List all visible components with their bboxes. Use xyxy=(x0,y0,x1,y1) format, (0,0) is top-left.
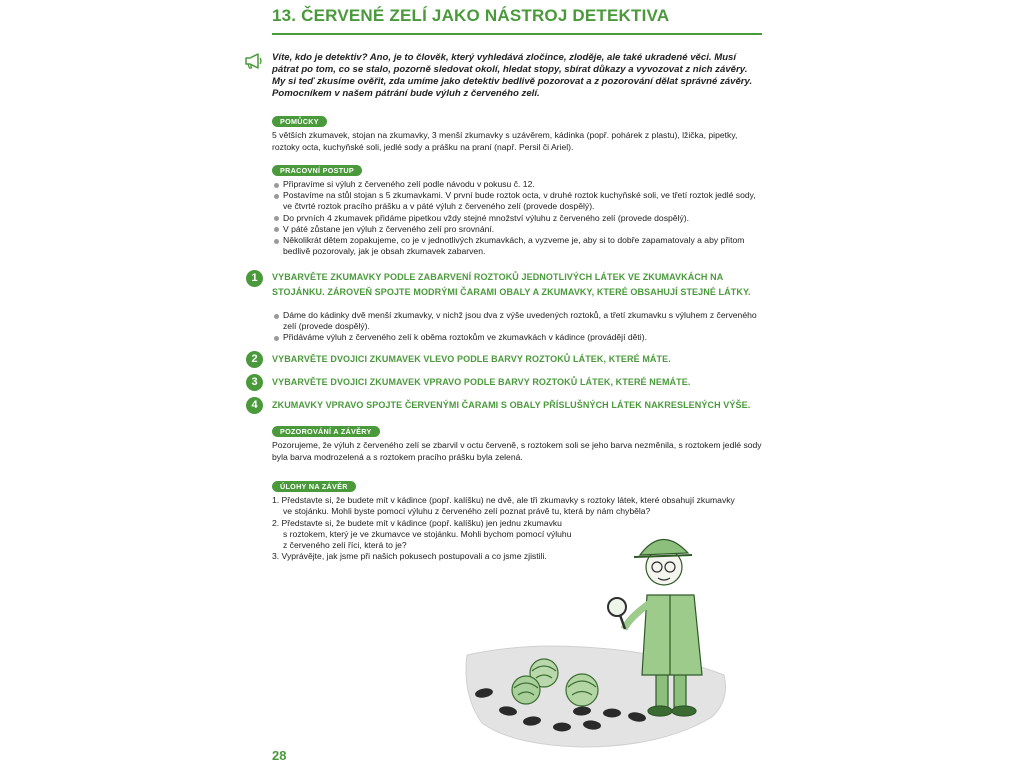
question-2-line-3: z červeného zelí říci, která to je? xyxy=(283,540,407,551)
megaphone-icon xyxy=(243,52,265,70)
pomucky-label: POMŮCKY xyxy=(272,116,327,127)
postup-list xyxy=(272,179,762,257)
question-1-line-2: ve stojánku. Mohli byste pomocí výluhu z červeného zelí poznat právě tu, která by nám chyběla? xyxy=(283,506,651,517)
task-number-3: 3 xyxy=(246,374,263,391)
question-2-line-1: 2. Představte si, že budete mít v kádince (popř. kalíšku) jen jednu zkumavku xyxy=(272,517,562,528)
task-number-4: 4 xyxy=(246,397,263,414)
title-underline xyxy=(272,33,762,35)
question-2-line-2: s roztokem, který je ve zkumavce ve stojánku. Mohli bychom pomocí výluhu xyxy=(283,528,572,539)
page-number: 28 xyxy=(272,748,287,763)
postup-label: PRACOVNÍ POSTUP xyxy=(272,165,362,176)
pozorovani-label: POZOROVÁNÍ A ZÁVĚRY xyxy=(272,426,380,437)
pomucky-text: 5 větších zkumavek, stojan na zkumavky, 3 menší zkumavky s uzávěrem, kádinka (popř. pohárek z plastu), lžička, pipetky, roztoky octa, kuchyňské soli, jedlé sody a prášku na praní (např. Persil či Ariel). xyxy=(272,130,738,152)
task-3-text: VYBARVĚTE DVOJICI ZKUMAVEK VPRAVO PODLE BARVY ROZTOKŮ LÁTEK, KTERÉ NEMÁTE. xyxy=(272,377,691,387)
page-title: 13. ČERVENÉ ZELÍ JAKO NÁSTROJ DETEKTIVA xyxy=(272,6,670,25)
pozorovani-text: Pozorujeme, že výluh z červeného zelí se zbarvil v octu červeně, s roztokem soli se jeho barva nezměnila, s roztokem jedlé sody byla barva modrozelená a s roztokem pracího prášku byla zelená. xyxy=(272,440,762,462)
task-1-text: VYBARVĚTE ZKUMAVKY PODLE ZABARVENÍ ROZTOKŮ JEDNOTLIVÝCH LÁTEK VE ZKUMAVKÁCH NA STOJÁNKU. ZÁROVEŇ SPOJTE MODRÝMI ČARAMI OBALY A ZKUMAVKY, KTERÉ OBSAHUJÍ STEJNÉ LÁTKY. xyxy=(272,272,751,297)
task1-list xyxy=(272,310,762,344)
detective-illustration xyxy=(462,525,732,750)
question-3-line-1: 3. Vyprávějte, jak jsme při našich pokusech postupovali a co jsme zjistili. xyxy=(272,551,547,562)
list-item: V páté zůstane jen výluh z červeného zelí pro srovnání. xyxy=(272,224,762,235)
list-item: Přidáváme výluh z červeného zelí k oběma roztokům ve zkumavkách v kádince (provádějí děti). xyxy=(272,332,762,343)
task-number-2: 2 xyxy=(246,351,263,368)
list-item: Připravíme si výluh z červeného zelí podle návodu v pokusu č. 12. xyxy=(272,179,762,190)
list-item: Dáme do kádinky dvě menší zkumavky, v nichž jsou dva z výše uvedených roztoků, a třetí zkumavku s výluhem z červeného zelí (provede dospělý). xyxy=(272,310,762,332)
list-item xyxy=(272,495,762,518)
intro-text: Víte, kdo je detektiv? Ano, je to člověk, který vyhledává zločince, zloděje, ale také ukradené věci. Musí pátrat po tom, co se stalo, pozorně sledovat okolí, hledat stopy, sbírat důkazy a vyvozovat z nich závěry. My si teď zkusíme ověřit, zda umíme jako detektiv bedlivě pozorovat a z pozorování dělat správné závěry. Pomocníkem v našem pátrání bude výluh z červeného zelí. xyxy=(272,52,753,99)
task-4-text: ZKUMAVKY VPRAVO SPOJTE ČERVENÝMI ČARAMI S OBALY PŘÍSLUŠNÝCH LÁTEK NAKRESLENÝCH VÝŠE. xyxy=(272,400,751,410)
list-item: Několikrát dětem zopakujeme, co je v jednotlivých zkumavkách, a vyzveme je, aby si to dobře zapamatovaly a aby přitom bedlivě pozorovaly, jak je obsah zkumavek zabarven. xyxy=(272,235,762,257)
list-item: Postavíme na stůl stojan s 5 zkumavkami. V první bude roztok octa, v druhé roztok kuchyňské soli, ve třetí roztok jedlé sody, ve čtvrté roztok pracího prášku a v páté výluh z červeného zelí (provede dospělý). xyxy=(272,190,762,212)
task-2-text: VYBARVĚTE DVOJICI ZKUMAVEK VLEVO PODLE BARVY ROZTOKŮ LÁTEK, KTERÉ MÁTE. xyxy=(272,354,671,364)
list-item: Do prvních 4 zkumavek přidáme pipetkou vždy stejné množství výluhu z červeného zelí (provede dospělý). xyxy=(272,213,762,224)
question-1-line-1: 1. Představte si, že budete mít v kádince (popř. kalíšku) ne dvě, ale tři zkumavky s roztoky látek, které obsahují zkumavky xyxy=(272,495,735,505)
task-number-1: 1 xyxy=(246,270,263,287)
ulohy-label: ÚLOHY NA ZÁVĚR xyxy=(272,481,356,492)
